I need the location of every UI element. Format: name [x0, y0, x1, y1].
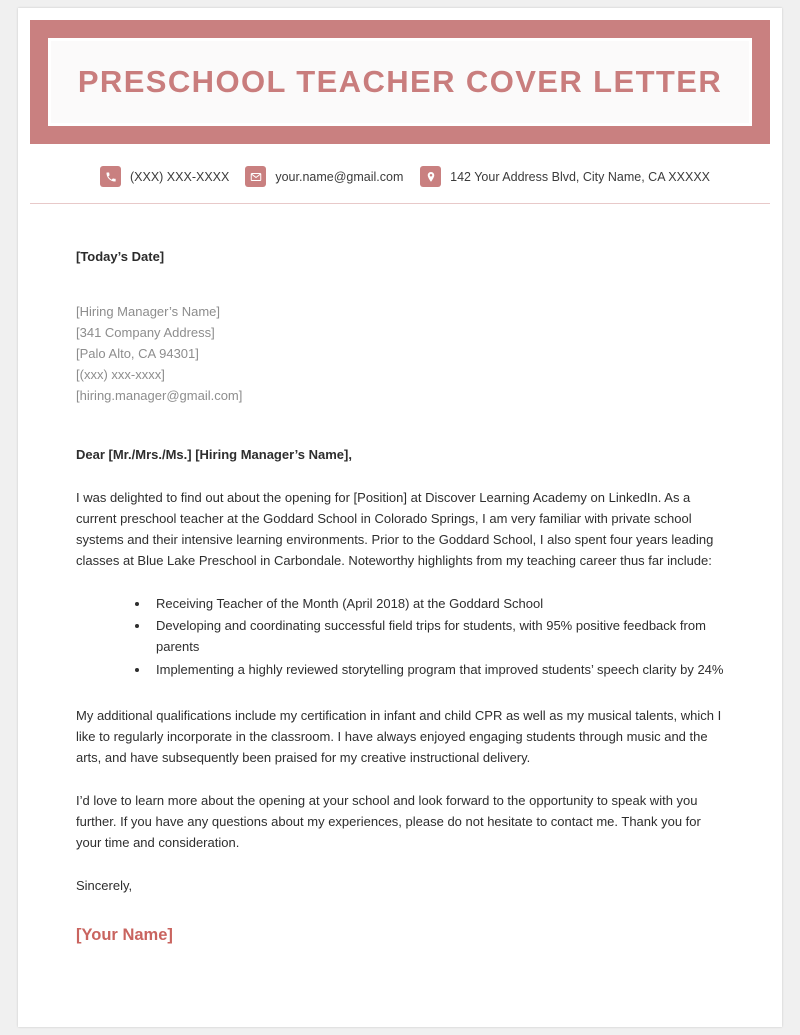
salutation: Dear [Mr./Mrs./Ms.] [Hiring Manager’s Name], [76, 447, 352, 463]
contact-row [30, 144, 770, 204]
recipient-line-address: [341 Company Address] [76, 325, 215, 341]
header-banner-inner [48, 38, 752, 126]
contact-phone-text: (XXX) XXX-XXXX [130, 169, 230, 184]
cover-letter-page [18, 8, 782, 1027]
contact-item-email [245, 166, 403, 187]
recipient-line-city: [Palo Alto, CA 94301] [76, 346, 199, 362]
location-pin-icon [420, 166, 441, 187]
highlights-list [76, 594, 724, 681]
list-item: • Implementing a highly reviewed storytelling program that improved students’ speech clarity by 24% [150, 660, 724, 681]
recipient-line-name: [Hiring Manager’s Name] [76, 304, 221, 320]
recipient-block [76, 301, 724, 406]
list-item: • Developing and coordinating successful field trips for students, with 95% positive feedback from parents [150, 616, 724, 658]
list-item: • Receiving Teacher of the Month (April 2018) at the Goddard School [150, 594, 724, 615]
paragraph-1: I was delighted to find out about the opening for [Position] at Discover Learning Academy on LinkedIn. As a current preschool teacher at the Goddard School in Colorado Springs, I am very familiar with private school systems and their intensive learning environments. Prior to the Goddard School, I also spent four years leading classes at Blue Lake Preschool in Carbondale. Noteworthy highlights from my teaching career thus far include: [76, 490, 714, 569]
closing-line: Sincerely, [76, 877, 133, 893]
paragraph-3: I’d love to learn more about the opening at your school and look forward to the opportunity to speak with you further. If you have any questions about my experiences, please do not hesitate to contact me. Thank you for your time and consideration. [76, 792, 701, 850]
contact-item-phone [100, 166, 229, 187]
recipient-line-phone: [(xxx) xxx-xxxx] [76, 367, 165, 383]
letter-date: [Today’s Date] [76, 249, 165, 264]
letter-body [18, 204, 782, 949]
recipient-line-email: [hiring.manager@gmail.com] [76, 388, 243, 404]
email-icon [245, 166, 266, 187]
contact-address-text: 142 Your Address Blvd, City Name, CA XXXXX [450, 169, 710, 184]
signature-name: [Your Name] [76, 926, 173, 945]
phone-icon [100, 166, 121, 187]
paragraph-2: My additional qualifications include my certification in infant and child CPR as well as my musical talents, which I like to regularly incorporate in the classroom. I have always enjoyed engaging students through music and the arts, and have subsequently been praised for my creative instructional delivery. [76, 707, 722, 765]
contact-item-address [420, 166, 710, 187]
header-banner [30, 20, 770, 144]
page-title: PRESCHOOL TEACHER COVER LETTER [77, 63, 723, 99]
contact-email-text: your.name@gmail.com [275, 169, 404, 184]
